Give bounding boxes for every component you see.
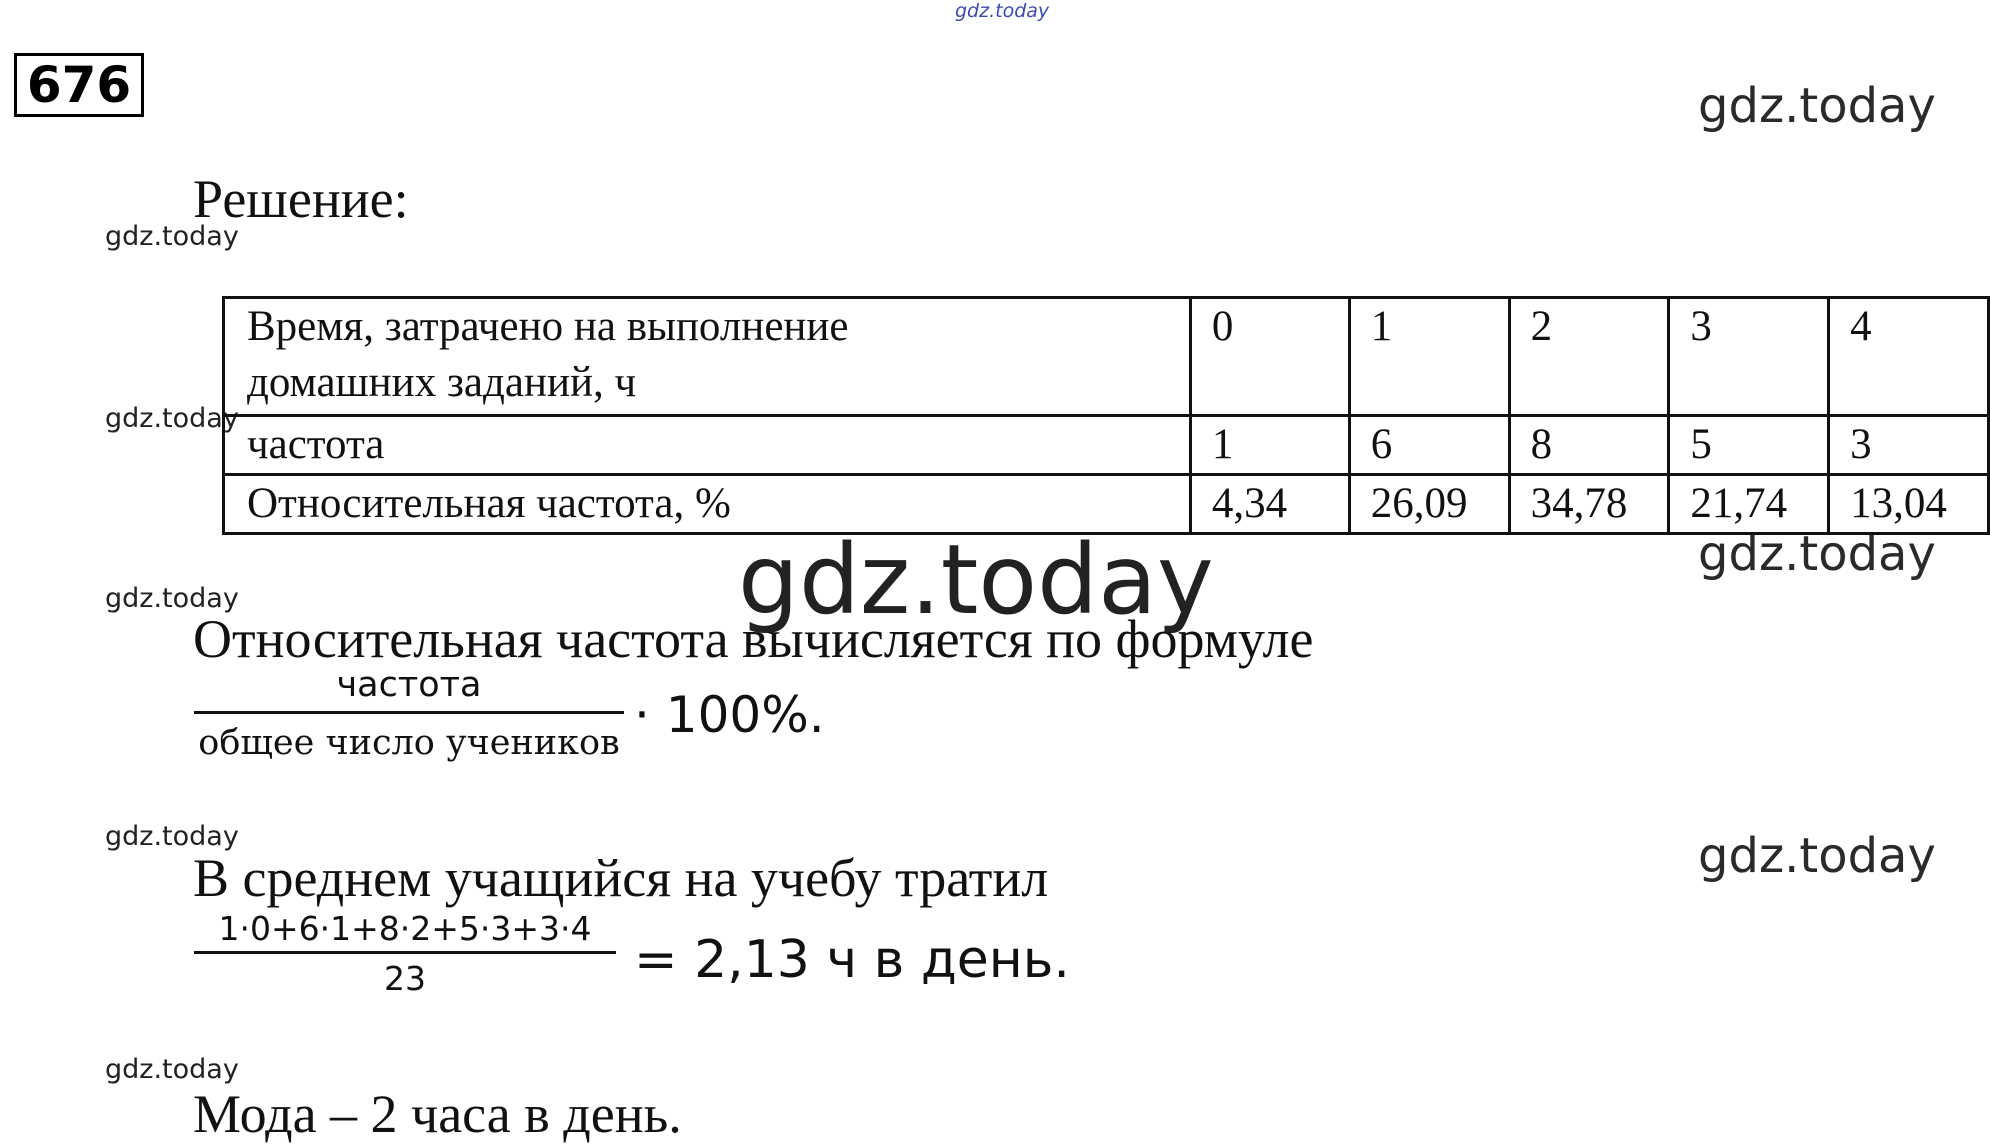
table-cell: 21,74 <box>1669 475 1829 534</box>
formula-intro: Относительная частота вычисляется по формуле <box>193 609 1314 669</box>
table-cell-time-label <box>224 298 1191 416</box>
average-intro: В среднем учащийся на учебу тратил <box>193 848 1049 908</box>
fraction-denominator: 23 <box>384 959 426 998</box>
watermark-left-1: gdz.today <box>105 221 239 252</box>
watermark-left-4: gdz.today <box>105 821 239 852</box>
relative-frequency-fraction <box>194 665 624 763</box>
problem-number: 676 <box>14 53 144 117</box>
table-cell: 3 <box>1669 298 1829 416</box>
table-cell: 1 <box>1349 298 1509 416</box>
table-cell-relative-label: Относительная частота, % <box>224 475 1191 534</box>
table-cell: 5 <box>1669 416 1829 475</box>
table-cell: 4,34 <box>1190 475 1349 534</box>
table-row-time <box>224 298 1989 416</box>
table-cell: 8 <box>1509 416 1669 475</box>
solution-heading: Решение: <box>193 169 409 229</box>
table-cell: 13,04 <box>1829 475 1989 534</box>
fraction-bar <box>194 711 624 714</box>
watermark-left-5: gdz.today <box>105 1054 239 1085</box>
table-cell: 4 <box>1829 298 1989 416</box>
table-cell: 0 <box>1190 298 1349 416</box>
table-cell: 6 <box>1349 416 1509 475</box>
time-label-line1: Время, затрачено на выполнение <box>247 303 849 350</box>
table-cell-frequency-label: частота <box>224 416 1191 475</box>
average-fraction <box>194 909 616 998</box>
table-row-frequency <box>224 416 1989 475</box>
frequency-table <box>222 296 1990 535</box>
time-label-line2: домашних заданий, ч <box>247 359 637 406</box>
fraction-bar <box>194 951 616 954</box>
fraction-numerator: частота <box>336 665 482 705</box>
watermark-left-3: gdz.today <box>105 583 239 614</box>
watermark-right-top: gdz.today <box>1698 78 1936 134</box>
formula-tail: · 100%. <box>634 686 825 744</box>
table-cell: 34,78 <box>1509 475 1669 534</box>
mode-text: Мода – 2 часа в день. <box>193 1084 682 1144</box>
fraction-numerator: 1·0+6·1+8·2+5·3+3·4 <box>218 909 592 948</box>
watermark-center: gdz.today <box>738 524 1214 636</box>
table-cell: 3 <box>1829 416 1989 475</box>
watermark-left-2: gdz.today <box>105 403 239 434</box>
table-cell: 2 <box>1509 298 1669 416</box>
watermark-top: gdz.today <box>955 0 1050 22</box>
fraction-denominator: общее число учеников <box>198 723 620 763</box>
average-result: = 2,13 ч в день. <box>634 930 1070 990</box>
table-cell: 26,09 <box>1349 475 1509 534</box>
watermark-right-middle: gdz.today <box>1698 526 1936 582</box>
watermark-right-bottom: gdz.today <box>1698 828 1936 884</box>
table-cell: 1 <box>1190 416 1349 475</box>
table-row-relative-frequency <box>224 475 1989 534</box>
